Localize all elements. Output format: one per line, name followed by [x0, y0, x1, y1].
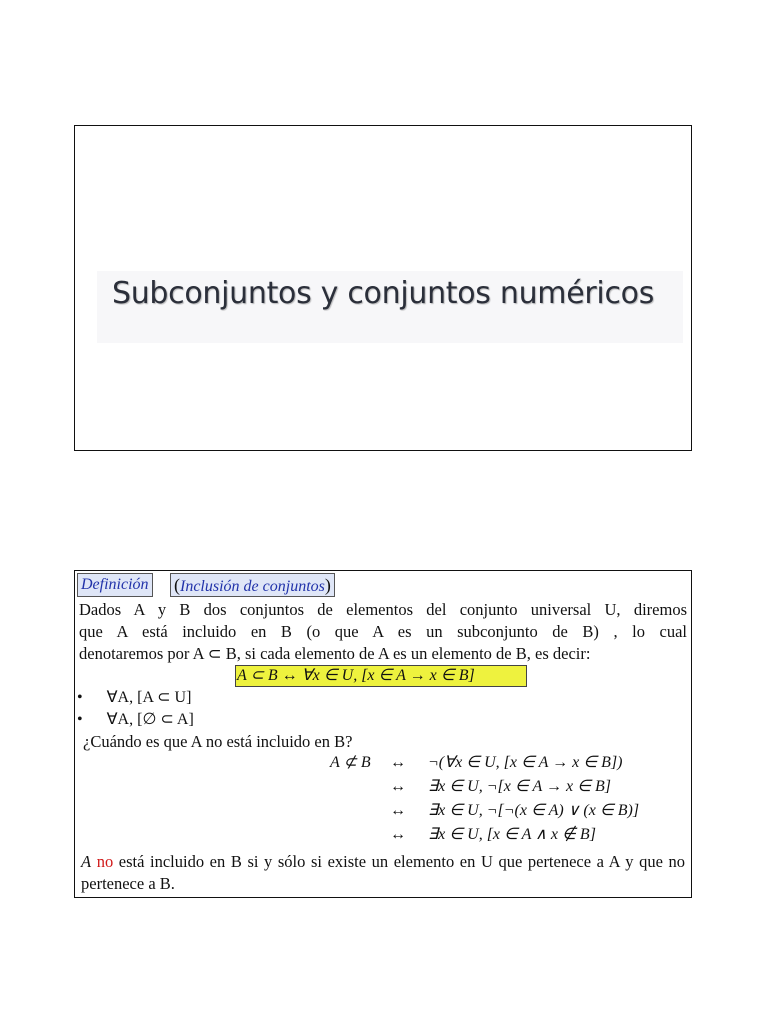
derivation-arrow: ↔ — [390, 754, 406, 771]
closing-no: no — [96, 852, 114, 871]
bullet-text: ∀A, [A ⊂ U] — [106, 689, 192, 706]
derivation-row — [330, 799, 639, 823]
paragraph-line: que A está incluido en B (o que A es un subconjunto de B) , lo cual — [79, 622, 687, 641]
paragraph-line: denotaremos por A ⊂ B, si cada elemento de A es un elemento de B, es decir: — [79, 644, 591, 663]
paragraph-line: Dados A y B dos conjuntos de elementos del conjunto universal U, diremos — [79, 600, 687, 619]
definition-slide — [74, 570, 692, 898]
question-text: ¿Cuándo es que A no está incluido en B? — [83, 732, 353, 751]
bullet-item: • ∀A, [∅ ⊂ A] — [77, 711, 194, 728]
derivation-row — [330, 775, 639, 799]
derivation-right: ¬(∀x ∈ U, [x ∈ A → x ∈ B]) — [428, 754, 623, 771]
definition-label: Definición — [77, 573, 153, 597]
closing-rest: está incluido en B si y sólo si existe un elemento en U que pertenece a A y que no pertenece a B. — [81, 852, 685, 893]
derivation-right: ∃x ∈ U, ¬[¬(x ∈ A) ∨ (x ∈ B)] — [428, 802, 640, 819]
definition-name-box: (Inclusión de conjuntos) — [170, 573, 335, 597]
derivation-row — [330, 751, 639, 775]
definition-name: Inclusión de conjuntos — [180, 578, 325, 595]
title-slide — [74, 125, 692, 451]
derivation-row — [330, 823, 639, 847]
derivation-arrow: ↔ — [390, 778, 406, 795]
closing-statement — [81, 851, 685, 895]
closing-set-a: A — [81, 852, 92, 871]
derivation-right: ∃x ∈ U, ¬[x ∈ A → x ∈ B] — [428, 778, 611, 795]
slide-title: Subconjuntos y conjuntos numéricos — [111, 276, 655, 311]
derivation-block — [330, 751, 639, 847]
derivation-arrow: ↔ — [390, 826, 406, 843]
derivation-left: A ⊄ B — [330, 754, 371, 771]
bullet-item: • ∀A, [A ⊂ U] — [77, 689, 192, 706]
bullet-text: ∀A, [∅ ⊂ A] — [106, 711, 194, 728]
definition-paragraph — [79, 599, 687, 665]
highlighted-formula: A ⊂ B ↔ ∀x ∈ U, [x ∈ A → x ∈ B] — [237, 667, 475, 684]
derivation-arrow: ↔ — [390, 802, 406, 819]
derivation-right: ∃x ∈ U, [x ∈ A ∧ x ∉ B] — [428, 826, 596, 843]
